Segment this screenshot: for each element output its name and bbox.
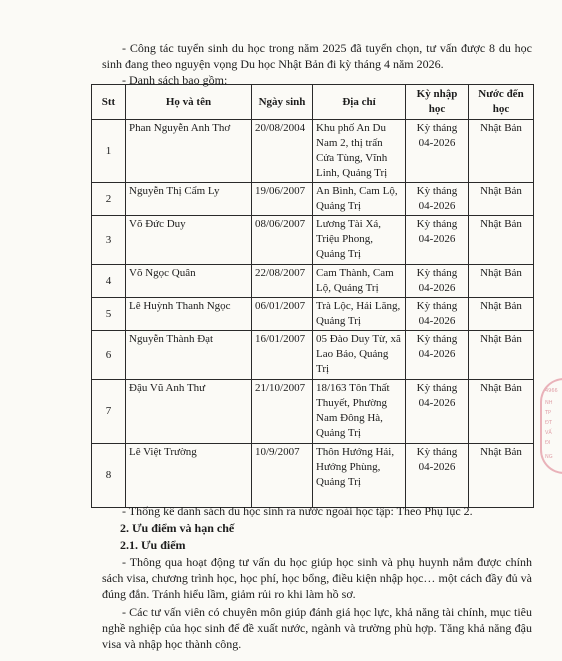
cell-name: Lê Việt Trường xyxy=(126,444,252,508)
student-table xyxy=(91,84,534,508)
table-row xyxy=(92,444,534,508)
cell-address: Trà Lộc, Hải Lăng, Quảng Trị xyxy=(313,298,406,331)
cell-stt: 4 xyxy=(92,265,126,298)
table-row xyxy=(92,331,534,380)
red-seal-stamp: 4966 NH TP ĐT VẤ ĐI NG xyxy=(540,378,562,474)
section-heading: 2. Ưu điểm và hạn chế xyxy=(120,521,235,535)
table-row xyxy=(92,265,534,298)
list-label: - Danh sách bao gồm: xyxy=(122,73,228,87)
cell-dob: 10/9/2007 xyxy=(252,444,313,508)
cell-dob: 06/01/2007 xyxy=(252,298,313,331)
cell-country: Nhật Bản xyxy=(469,298,534,331)
cell-stt: 3 xyxy=(92,216,126,265)
table-row xyxy=(92,380,534,444)
cell-stt: 2 xyxy=(92,183,126,216)
header-name: Họ và tên xyxy=(126,85,252,120)
header-address: Địa chỉ xyxy=(313,85,406,120)
cell-country: Nhật Bản xyxy=(469,331,534,380)
cell-stt: 1 xyxy=(92,120,126,183)
cell-address: 05 Đào Duy Từ, xã Lao Bảo, Quảng Trị xyxy=(313,331,406,380)
cell-dob: 16/01/2007 xyxy=(252,331,313,380)
cell-dob: 21/10/2007 xyxy=(252,380,313,444)
table-row xyxy=(92,183,534,216)
cell-dob: 19/06/2007 xyxy=(252,183,313,216)
advantage-paragraph-1: - Thông qua hoạt động tư vấn du học giúp học sinh và phụ huynh nắm được chính sách visa, chương trình học, học phí, học bổng, điều kiện nhập học… một cách đầy đủ và đúng đắn. Tránh hiểu lầm, giảm rủi ro khi làm hồ sơ. xyxy=(102,555,532,601)
cell-address: Cam Thành, Cam Lộ, Quảng Trị xyxy=(313,265,406,298)
header-term: Kỳ nhập học xyxy=(406,85,469,120)
cell-name: Phan Nguyễn Anh Thơ xyxy=(126,120,252,183)
cell-name: Nguyễn Thành Đạt xyxy=(126,331,252,380)
cell-country: Nhật Bản xyxy=(469,265,534,298)
header-stt: Stt xyxy=(92,85,126,120)
header-country: Nước đến học xyxy=(469,85,534,120)
cell-name: Đậu Vũ Anh Thư xyxy=(126,380,252,444)
cell-dob: 20/08/2004 xyxy=(252,120,313,183)
cell-name: Võ Đức Duy xyxy=(126,216,252,265)
cell-dob: 08/06/2007 xyxy=(252,216,313,265)
cell-term: Kỳ tháng 04-2026 xyxy=(406,331,469,380)
advantage-paragraph-2: - Các tư vấn viên có chuyên môn giúp đánh giá học lực, khả năng tài chính, mục tiêu nghề nghiệp của học sinh để đề xuất nước, ngành và trường phù hợp. Tăng khả năng đậu visa và nhập học thành công. xyxy=(102,605,532,651)
cell-address: Khu phố An Du Nam 2, thị trấn Cửa Tùng, Vĩnh Linh, Quảng Trị xyxy=(313,120,406,183)
cell-country: Nhật Bản xyxy=(469,216,534,265)
cell-term: Kỳ tháng 04-2026 xyxy=(406,216,469,265)
cell-stt: 8 xyxy=(92,444,126,508)
cell-name: Nguyễn Thị Cẩm Ly xyxy=(126,183,252,216)
cell-country: Nhật Bản xyxy=(469,183,534,216)
cell-address: An Bình, Cam Lộ, Quảng Trị xyxy=(313,183,406,216)
header-dob: Ngày sinh xyxy=(252,85,313,120)
table-header-row xyxy=(92,85,534,120)
table-row xyxy=(92,216,534,265)
table-row xyxy=(92,298,534,331)
cell-dob: 22/08/2007 xyxy=(252,265,313,298)
cell-stt: 7 xyxy=(92,380,126,444)
cell-term: Kỳ tháng 04-2026 xyxy=(406,120,469,183)
cell-country: Nhật Bản xyxy=(469,444,534,508)
subsection-heading: 2.1. Ưu điểm xyxy=(120,538,186,552)
cell-term: Kỳ tháng 04-2026 xyxy=(406,183,469,216)
cell-country: Nhật Bản xyxy=(469,380,534,444)
table-row xyxy=(92,120,534,183)
cell-term: Kỳ tháng 04-2026 xyxy=(406,444,469,508)
cell-country: Nhật Bản xyxy=(469,120,534,183)
cell-address: Lương Tài Xá, Triệu Phong, Quảng Trị xyxy=(313,216,406,265)
cell-stt: 6 xyxy=(92,331,126,380)
intro-paragraph: - Công tác tuyển sinh du học trong năm 2025 đã tuyển chọn, tư vấn được 8 du học sinh đang theo nguyện vọng Du học Nhật Bản đi kỳ tháng 4 năm 2026. xyxy=(102,41,532,71)
cell-name: Võ Ngọc Quân xyxy=(126,265,252,298)
cell-term: Kỳ tháng 04-2026 xyxy=(406,265,469,298)
appendix-note: - Thống kê danh sách du học sinh ra nước ngoài học tập: Theo Phụ lục 2. xyxy=(122,504,473,518)
cell-term: Kỳ tháng 04-2026 xyxy=(406,298,469,331)
cell-stt: 5 xyxy=(92,298,126,331)
cell-term: Kỳ tháng 04-2026 xyxy=(406,380,469,444)
cell-address: Thôn Hướng Hải, Hướng Phùng, Quảng Trị xyxy=(313,444,406,508)
cell-name: Lê Huỳnh Thanh Ngọc xyxy=(126,298,252,331)
cell-address: 18/163 Tôn Thất Thuyết, Phường Nam Đông Hà, Quảng Trị xyxy=(313,380,406,444)
